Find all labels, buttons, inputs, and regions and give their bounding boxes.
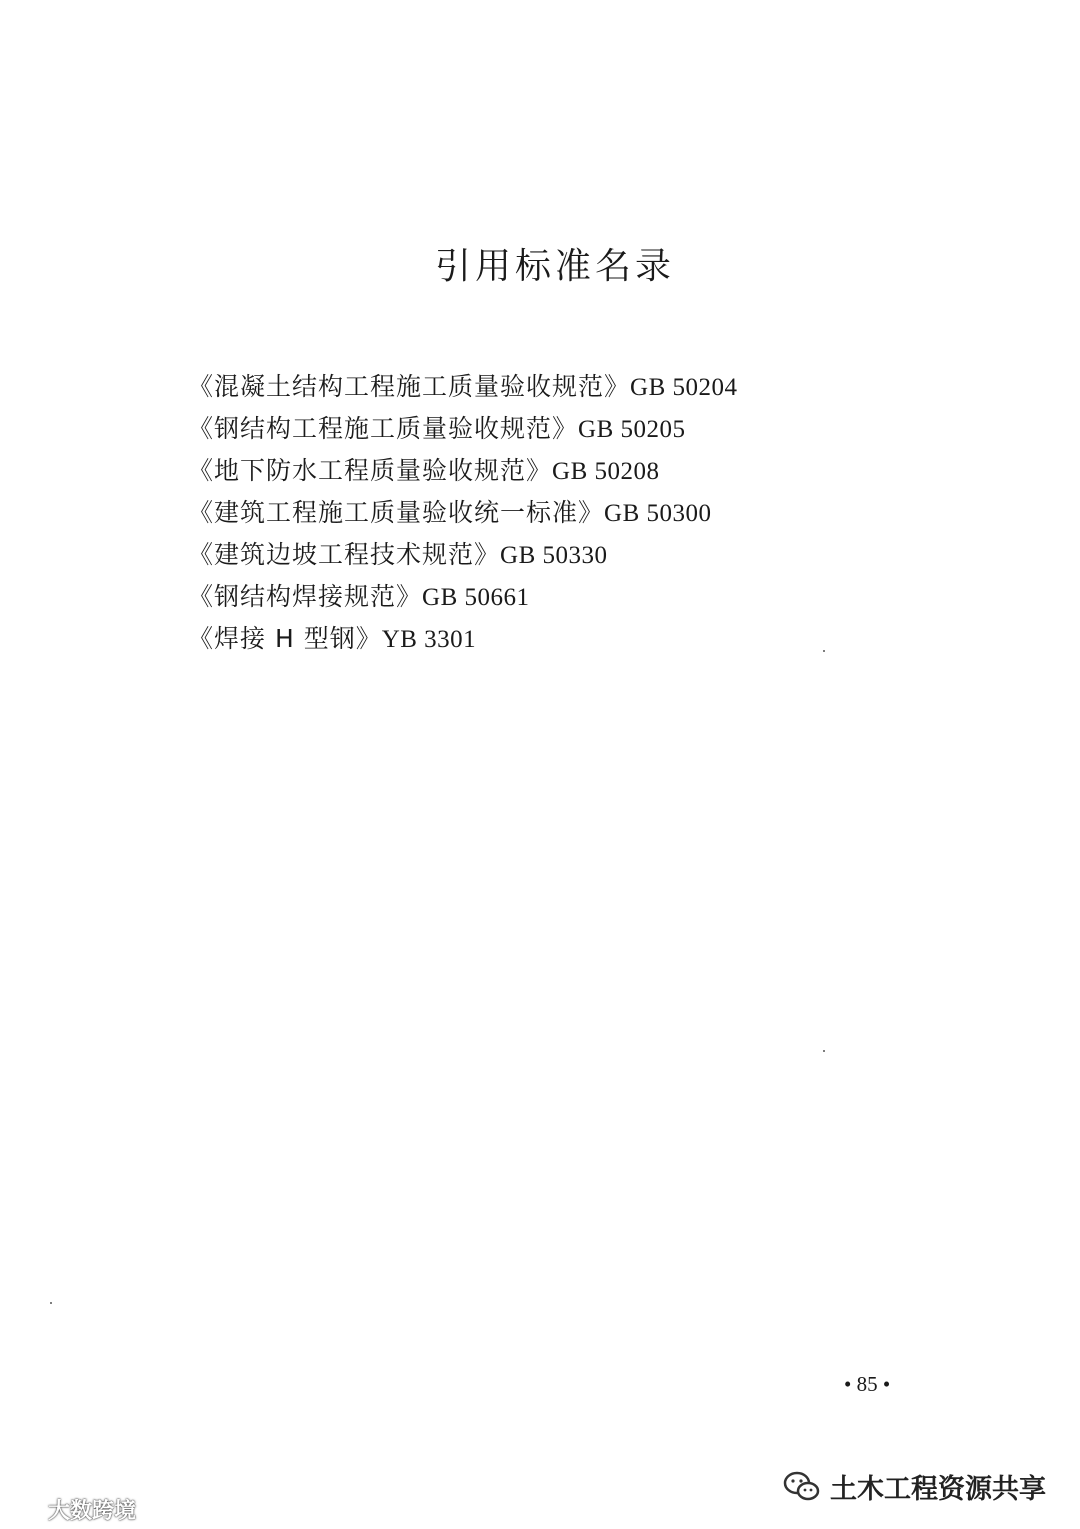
reference-item	[188, 492, 738, 534]
reference-list	[188, 366, 738, 660]
chat-bubble-icon	[6, 1491, 44, 1527]
reference-item	[188, 366, 738, 408]
reference-item	[188, 618, 738, 660]
scan-speck	[823, 1050, 825, 1052]
reference-item	[188, 408, 738, 450]
watermark-right-text: 土木工程资源共享	[830, 1474, 1046, 1505]
page-title: 引用标准名录	[434, 246, 675, 287]
watermark-left-text: 大数跨境	[48, 1498, 137, 1524]
reference-code: GB 50208	[552, 458, 660, 485]
reference-item	[188, 534, 738, 576]
reference-name: 《焊接 H 型钢》	[188, 624, 382, 653]
reference-code: YB 3301	[381, 626, 477, 653]
page-number: • 85 •	[844, 1372, 891, 1396]
reference-code: GB 50205	[578, 416, 686, 443]
wechat-icon	[782, 1470, 822, 1504]
watermark-left	[6, 1491, 136, 1527]
reference-name: 《钢结构焊接规范》	[188, 582, 423, 611]
reference-code: GB 50300	[604, 500, 712, 527]
scan-speck	[50, 1302, 52, 1304]
reference-name: 《建筑工程施工质量验收统一标准》	[188, 498, 605, 527]
reference-code: GB 50330	[500, 542, 608, 569]
reference-name: 《钢结构工程施工质量验收规范》	[188, 414, 579, 443]
reference-item	[188, 576, 738, 618]
reference-code: GB 50661	[422, 584, 530, 611]
reference-item	[188, 450, 738, 492]
reference-name: 《建筑边坡工程技术规范》	[188, 540, 501, 569]
watermark-right	[782, 1467, 1046, 1506]
reference-name: 《地下防水工程质量验收规范》	[188, 456, 553, 485]
reference-code: GB 50204	[630, 374, 738, 401]
scan-speck	[823, 650, 825, 652]
reference-name: 《混凝土结构工程施工质量验收规范》	[188, 372, 631, 401]
